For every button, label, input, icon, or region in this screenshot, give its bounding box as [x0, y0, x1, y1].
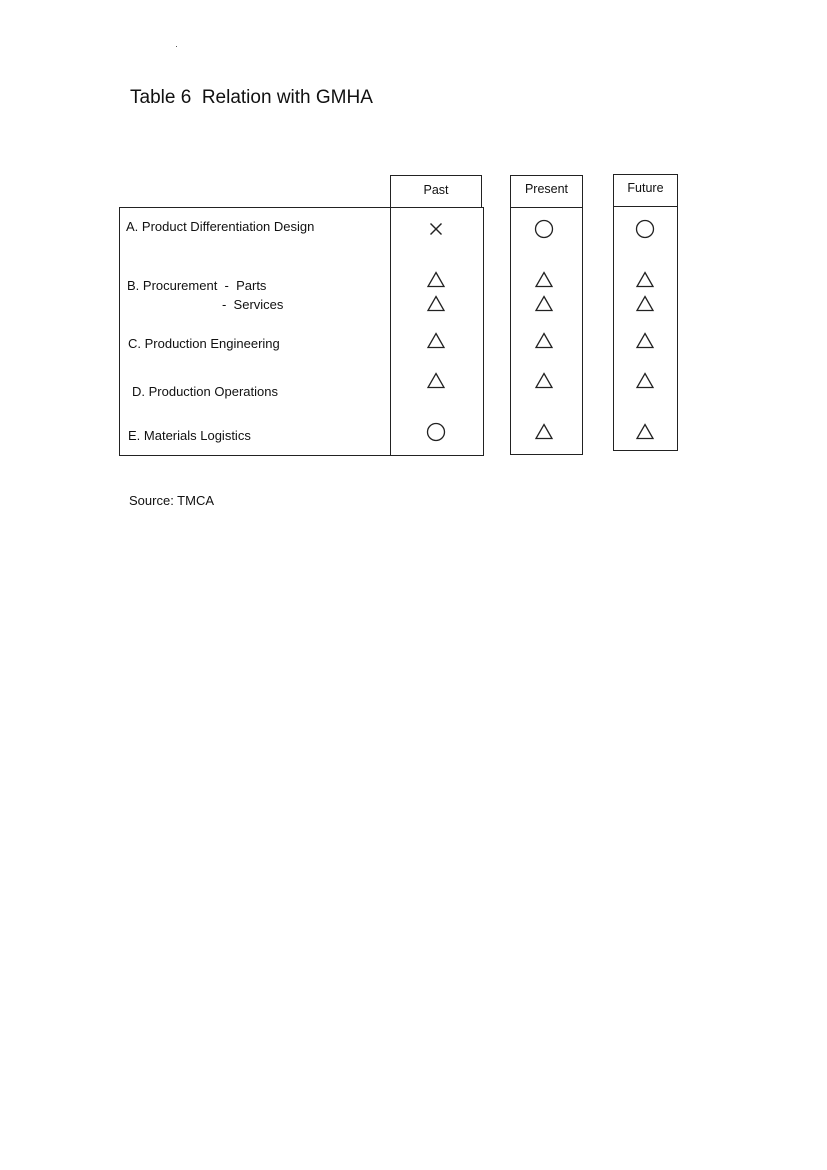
triangle-icon — [425, 293, 447, 315]
row-label-procurement-parts: B. Procurement - Parts — [127, 278, 267, 293]
circle-icon — [634, 218, 656, 240]
triangle-icon — [634, 330, 656, 352]
triangle-icon — [533, 269, 555, 291]
row-label-materials-logistics: E. Materials Logistics — [128, 428, 251, 443]
triangle-icon — [533, 370, 555, 392]
triangle-icon — [533, 293, 555, 315]
column-header-past: Past — [423, 183, 449, 197]
past-column-divider — [390, 207, 391, 456]
cross-icon — [425, 218, 447, 240]
table-title: Table 6 Relation with GMHA — [130, 87, 373, 108]
triangle-icon — [634, 421, 656, 443]
triangle-icon — [533, 421, 555, 443]
row-label-product-differentiation-design: A. Product Differentiation Design — [126, 219, 315, 234]
triangle-icon — [533, 330, 555, 352]
row-label-production-operations: D. Production Operations — [132, 384, 278, 399]
future-header-divider — [613, 206, 678, 207]
row-label-procurement-services: - Services — [222, 297, 284, 312]
triangle-icon — [634, 370, 656, 392]
present-header-divider — [510, 207, 583, 208]
triangle-icon — [634, 293, 656, 315]
present-column-frame — [510, 175, 583, 455]
triangle-icon — [425, 370, 447, 392]
triangle-icon — [425, 269, 447, 291]
column-header-present: Present — [524, 182, 569, 196]
source-note: Source: TMCA — [129, 493, 215, 508]
circle-icon — [533, 218, 555, 240]
circle-icon — [425, 421, 447, 443]
triangle-icon — [634, 269, 656, 291]
triangle-icon — [425, 330, 447, 352]
scan-speck — [176, 46, 177, 47]
column-header-future: Future — [627, 181, 664, 195]
row-label-production-engineering: C. Production Engineering — [128, 336, 280, 351]
